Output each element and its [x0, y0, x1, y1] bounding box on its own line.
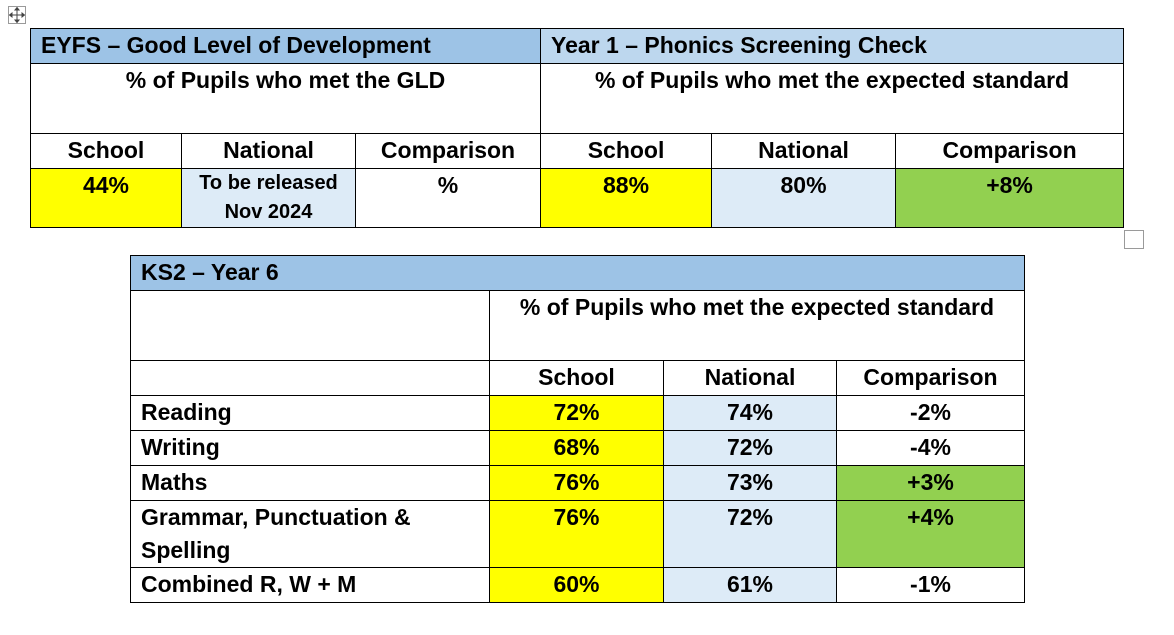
ks2-subtitle: % of Pupils who met the expected standard: [490, 291, 1025, 361]
comparison-value: +3%: [837, 466, 1025, 501]
subject-reading: Reading: [131, 396, 490, 431]
table-move-handle[interactable]: [8, 6, 26, 24]
phonics-title: Year 1 – Phonics Screening Check: [541, 29, 1124, 64]
subject-gps-line2: Spelling: [141, 537, 231, 563]
phonics-subtitle: % of Pupils who met the expected standard: [541, 64, 1124, 134]
phonics-school-value: 88%: [541, 169, 712, 228]
subject-writing: Writing: [131, 431, 490, 466]
subject-gps: [131, 501, 490, 568]
ks2-table: [130, 255, 1025, 603]
ks2-empty-cell: [131, 291, 490, 361]
eyfs-comparison-header: Comparison: [356, 134, 541, 169]
school-value: 72%: [490, 396, 664, 431]
phonics-comparison-header: Comparison: [896, 134, 1124, 169]
ks2-national-header: National: [664, 361, 837, 396]
comparison-value: -1%: [837, 568, 1025, 603]
eyfs-national-value: [182, 169, 356, 228]
subject-maths: Maths: [131, 466, 490, 501]
phonics-national-value: 80%: [712, 169, 896, 228]
table-row: [131, 396, 1025, 431]
eyfs-comparison-value: %: [356, 169, 541, 228]
subject-combined: Combined R, W + M: [131, 568, 490, 603]
ks2-comparison-header: Comparison: [837, 361, 1025, 396]
comparison-value: -2%: [837, 396, 1025, 431]
table-row: [131, 466, 1025, 501]
eyfs-school-value: 44%: [31, 169, 182, 228]
eyfs-national-line2: Nov 2024: [224, 201, 313, 223]
national-value: 61%: [664, 568, 837, 603]
ks2-title: KS2 – Year 6: [131, 256, 1025, 291]
table-resize-handle[interactable]: [1124, 230, 1144, 249]
eyfs-school-header: School: [31, 134, 182, 169]
comparison-value: +4%: [837, 501, 1025, 568]
school-value: 60%: [490, 568, 664, 603]
eyfs-phonics-table: [30, 28, 1124, 228]
ks2-school-header: School: [490, 361, 664, 396]
table-row: [131, 501, 1025, 568]
national-value: 73%: [664, 466, 837, 501]
national-value: 72%: [664, 431, 837, 466]
table-row: [131, 568, 1025, 603]
phonics-comparison-value: +8%: [896, 169, 1124, 228]
eyfs-national-line1: To be released: [199, 172, 338, 194]
eyfs-national-header: National: [182, 134, 356, 169]
move-arrows-icon: [9, 7, 25, 23]
phonics-national-header: National: [712, 134, 896, 169]
eyfs-title: EYFS – Good Level of Development: [31, 29, 541, 64]
school-value: 68%: [490, 431, 664, 466]
phonics-school-header: School: [541, 134, 712, 169]
subject-gps-line1: Grammar, Punctuation &: [141, 504, 411, 530]
eyfs-subtitle: % of Pupils who met the GLD: [31, 64, 541, 134]
school-value: 76%: [490, 466, 664, 501]
ks2-empty-header: [131, 361, 490, 396]
comparison-value: -4%: [837, 431, 1025, 466]
school-value: 76%: [490, 501, 664, 568]
table-row: [131, 431, 1025, 466]
national-value: 74%: [664, 396, 837, 431]
national-value: 72%: [664, 501, 837, 568]
